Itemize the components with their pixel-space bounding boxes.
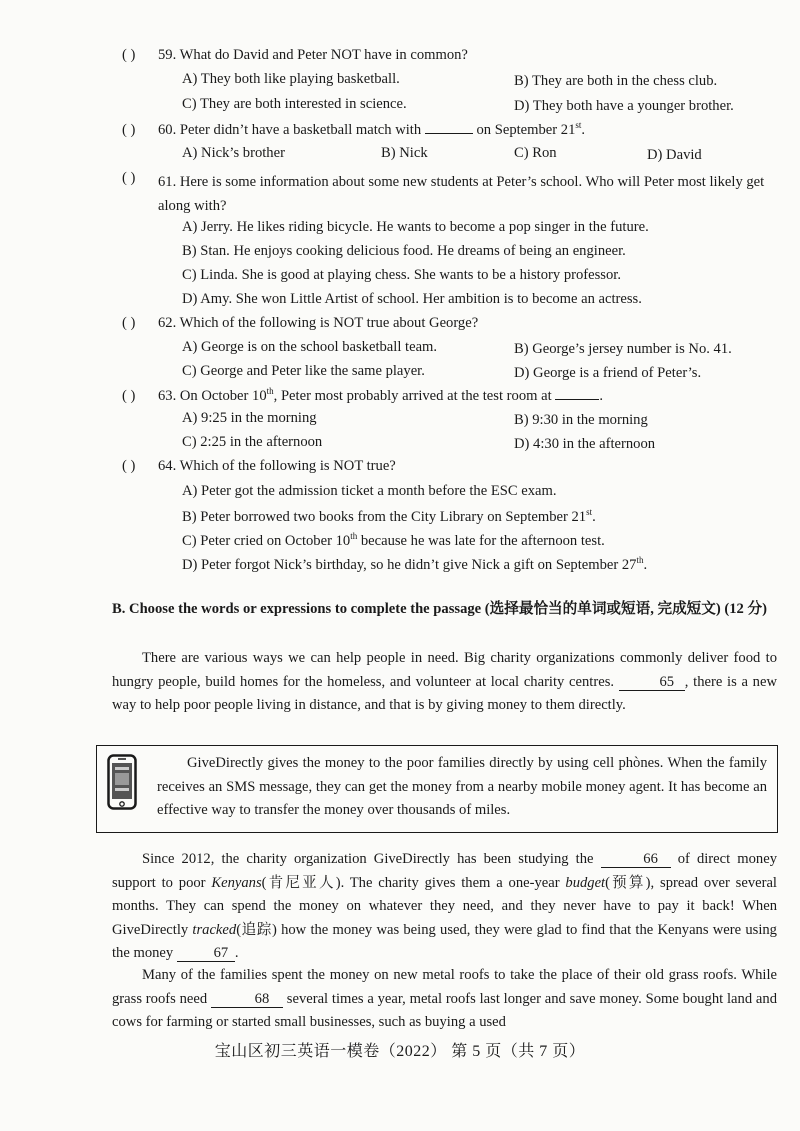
question-text: 62. Which of the following is NOT true about George? — [158, 315, 479, 331]
passage-text: There are various ways we can help people in need. Big charity organizations commonly deliver food to hungry people, build homes for the homeless, and volunteer at local charity centres. — [112, 650, 777, 690]
question-64 — [122, 458, 396, 475]
option-61-a: A) Jerry. He likes riding bicycle. He wants to become a pop singer in the future. — [182, 219, 649, 235]
option-63-a: A) 9:25 in the morning — [182, 410, 317, 426]
superscript: th — [636, 555, 644, 565]
question-text: 59. What do David and Peter NOT have in common? — [158, 47, 468, 63]
passage-paragraph-2 — [112, 848, 777, 966]
mobile-phone-icon — [107, 754, 137, 810]
passage-paragraph-3 — [112, 964, 777, 1035]
question-text: , Peter most probably arrived at the test room at — [273, 387, 552, 404]
superscript: st — [575, 120, 582, 130]
chinese-gloss: (预算) — [605, 874, 651, 891]
option-62-d: D) George is a friend of Peter’s. — [514, 365, 702, 381]
passage-text: Many of the families spent the money on new metal roofs to take the place of their old grass roofs. While grass roofs need — [112, 967, 777, 1007]
option-64-b — [182, 507, 596, 526]
info-box — [96, 745, 778, 833]
option-60-d: D) David — [647, 147, 702, 163]
blank-68[interactable]: 68 — [211, 991, 283, 1008]
option-64-c — [182, 531, 605, 550]
option-62-b: B) George’s jersey number is No. 41. — [514, 341, 732, 357]
section-b-heading: B. Choose the words or expressions to complete the passage (选择最恰当的单词或短语, 完成短文) (12 分) — [112, 601, 767, 617]
answer-bracket[interactable]: ( ) — [122, 47, 136, 63]
superscript: th — [350, 531, 358, 541]
question-62 — [122, 315, 478, 332]
question-60 — [122, 120, 585, 139]
passage-text: how the money was being used, they were glad to find that the Kenyans were using the money — [112, 921, 777, 961]
option-text: . — [592, 508, 596, 525]
option-59-c: C) They are both interested in science. — [182, 96, 407, 112]
option-text: B) Peter borrowed two books from the City Library on September 21 — [182, 508, 587, 525]
option-63-b: B) 9:30 in the morning — [514, 412, 648, 428]
answer-bracket[interactable]: ( ) — [122, 387, 136, 404]
option-64-d — [182, 555, 647, 574]
option-61-d: D) Amy. She won Little Artist of school. Her ambition is to become an actress. — [182, 291, 642, 307]
info-box-text: GiveDirectly gives the money to the poor families directly by using cell phònes. When the family receives an SMS message, they can get the money from a nearby mobile money agent. It has become an effective way to transfer the money over thousands of miles. — [157, 755, 767, 818]
option-text: D) Peter forgot Nick’s birthday, so he didn’t give Nick a gift on September 27 — [182, 556, 637, 573]
answer-bracket[interactable]: ( ) — [122, 315, 136, 331]
question-text: 61. Here is some information about some new students at Peter’s school. Who will Peter most likely get along with? — [158, 174, 765, 214]
punctuation: . — [234, 945, 239, 961]
option-60-a: A) Nick’s brother — [182, 145, 285, 161]
option-60-c: C) Ron — [514, 145, 557, 161]
punctuation: . — [599, 387, 603, 404]
option-text: because he was late for the afternoon test. — [357, 532, 605, 549]
passage-term: Kenyans — [211, 874, 262, 891]
fill-blank[interactable] — [555, 399, 599, 400]
option-text: C) Peter cried on October 10 — [182, 532, 351, 549]
passage-text: of direct money support to poor — [112, 851, 778, 891]
question-text: 60. Peter didn’t have a basketball match with — [158, 121, 422, 138]
passage-paragraph-1 — [112, 647, 777, 718]
option-62-a: A) George is on the school basketball team. — [182, 339, 438, 355]
question-text: 64. Which of the following is NOT true? — [158, 458, 396, 474]
answer-bracket[interactable]: ( ) — [122, 458, 136, 474]
option-64-a — [182, 483, 557, 500]
blank-66[interactable]: 66 — [601, 851, 671, 868]
superscript: th — [266, 386, 274, 396]
passage-term: tracked — [192, 921, 237, 938]
question-63 — [122, 386, 603, 405]
passage-text: Since 2012, the charity organization GiveDirectly has been studying the — [142, 851, 594, 867]
option-59-d: D) They both have a younger brother. — [514, 98, 734, 114]
chinese-gloss: (肯尼亚人) — [261, 874, 341, 891]
question-59 — [122, 47, 468, 64]
option-61-b: B) Stan. He enjoys cooking delicious food. He dreams of being an engineer. — [182, 243, 626, 259]
option-63-c: C) 2:25 in the afternoon — [182, 434, 323, 450]
answer-bracket[interactable]: ( ) — [122, 170, 136, 186]
option-61-c: C) Linda. She is good at playing chess. She wants to be a history professor. — [182, 267, 621, 283]
question-text: 63. On October 10 — [158, 387, 267, 404]
passage-text: several times a year, metal roofs last longer and save money. Some bought land and cows for farming or started small businesses, such as buying a used — [112, 990, 777, 1030]
passage-text: , there is a new way to help poor people living in distance, and that is by giving money to them directly. — [112, 673, 777, 713]
passage-text: , spread over several months. They can spend the money on whatever they need, and they never have to pay it back! When GiveDirectly — [112, 874, 777, 938]
superscript: st — [586, 507, 593, 517]
fill-blank[interactable] — [425, 133, 473, 134]
option-60-b: B) Nick — [381, 145, 428, 161]
answer-bracket[interactable]: ( ) — [122, 121, 136, 138]
question-text: on September 21 — [476, 121, 576, 138]
option-62-c: C) George and Peter like the same player. — [182, 363, 425, 379]
blank-65[interactable]: 65 — [619, 674, 685, 691]
page-footer: 宝山区初三英语一模卷（2022） 第 5 页（共 7 页） — [214, 1043, 586, 1060]
chinese-gloss: (追踪) — [236, 921, 277, 938]
option-text: . — [643, 556, 648, 573]
passage-term: budget — [565, 874, 606, 891]
punctuation: . — [581, 121, 586, 138]
question-61 — [122, 170, 158, 187]
passage-text: . The charity gives them a one-year — [340, 874, 560, 891]
blank-67[interactable]: 67 — [177, 945, 235, 962]
option-59-b: B) They are both in the chess club. — [514, 73, 718, 89]
option-59-a: A) They both like playing basketball. — [182, 71, 400, 87]
option-63-d: D) 4:30 in the afternoon — [514, 436, 656, 452]
option-text: A) Peter got the admission ticket a month before the ESC exam. — [182, 483, 557, 499]
